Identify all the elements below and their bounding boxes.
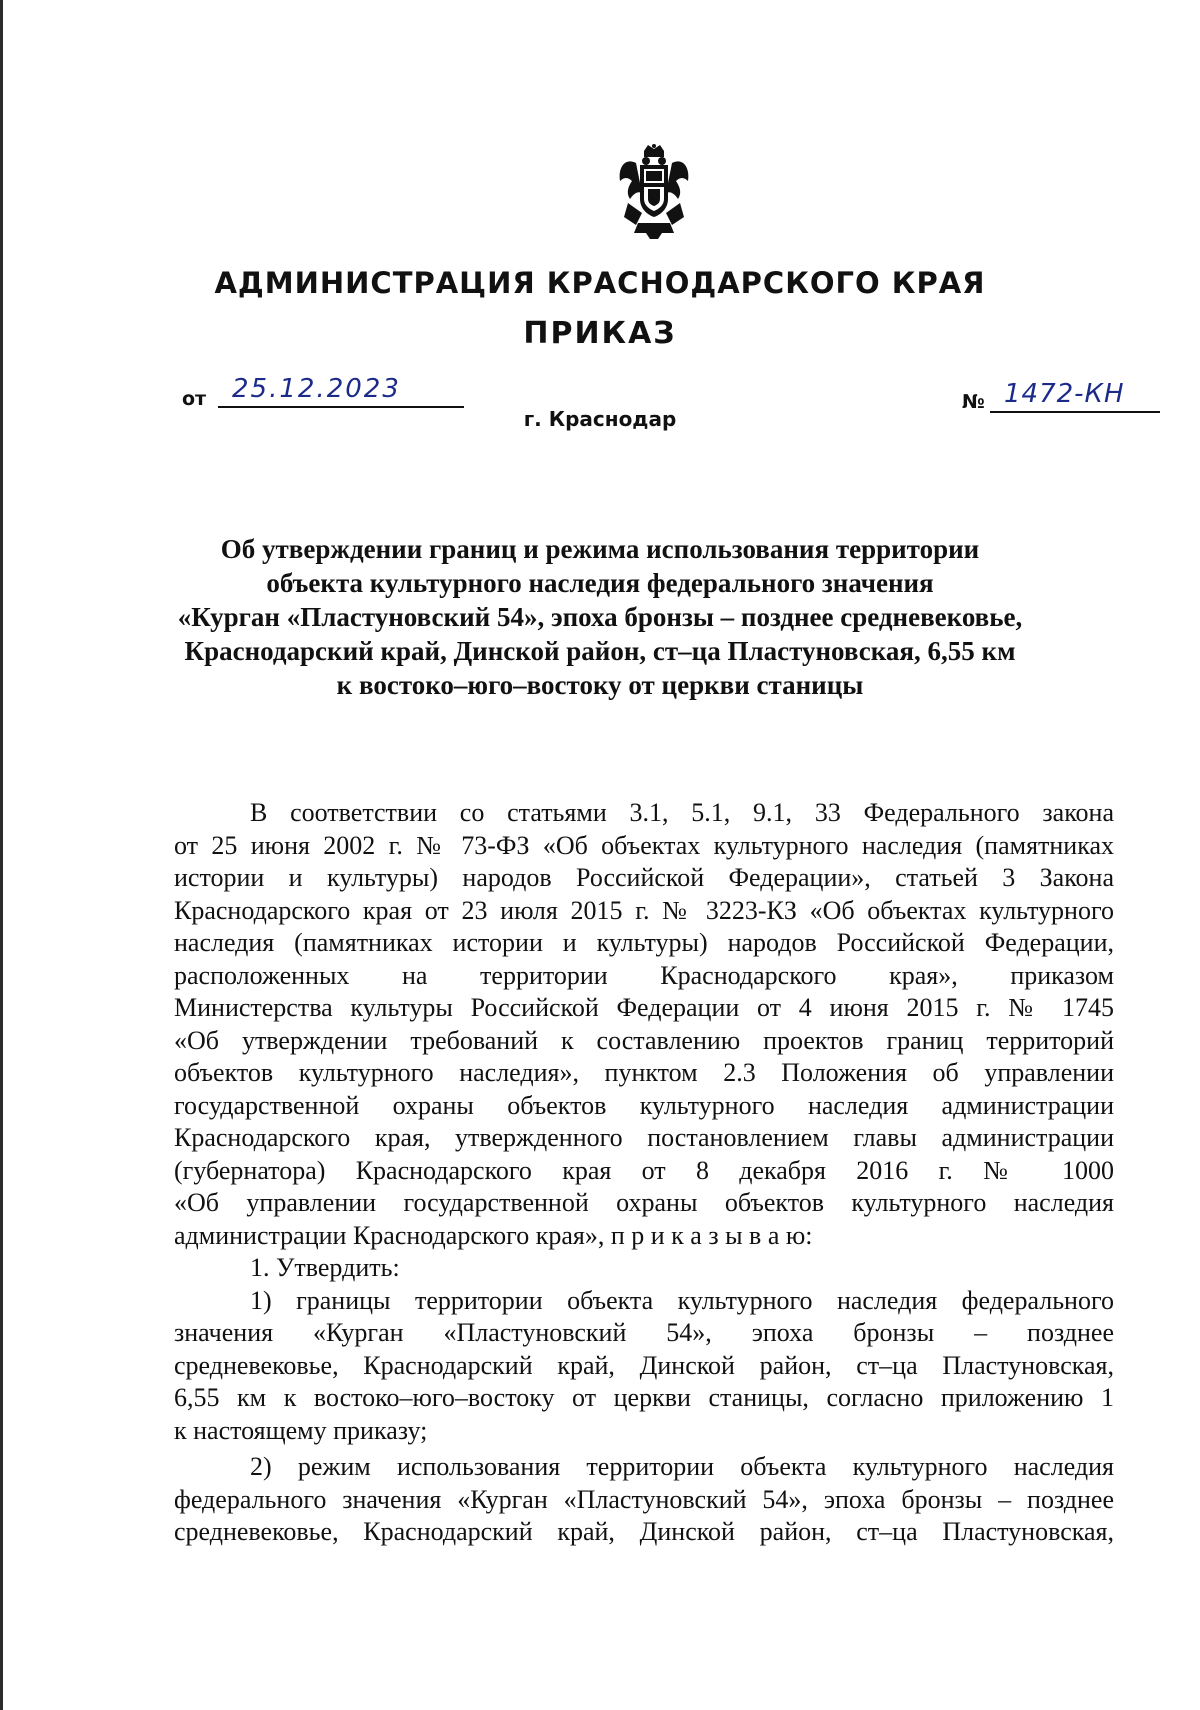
- document-subject: [170, 532, 1030, 702]
- body-line: средневековье, Краснодарский край, Динской район, ст–ца Пластуновская,: [174, 1517, 1114, 1546]
- document-body: [174, 797, 1114, 1549]
- body-line: 1) границы территории объекта культурного наследия федерального: [250, 1285, 1114, 1315]
- body-line: Краснодарского края, утвержденного постановлением главы администрации: [174, 1123, 1114, 1152]
- subject-line: «Курган «Пластуновский 54», эпоха бронзы – позднее средневековье,: [177, 602, 1023, 632]
- handwritten-number: 1472-КН: [1004, 379, 1125, 409]
- organization-title: АДМИНИСТРАЦИЯ КРАСНОДАРСКОГО КРАЯ: [214, 266, 986, 300]
- subject-line: объекта культурного наследия федерального значения: [266, 568, 934, 598]
- body-line: значения «Курган «Пластуновский 54», эпоха бронзы – позднее: [174, 1318, 1114, 1347]
- body-line: 2) режим использования территории объекта культурного наследия: [250, 1452, 1114, 1481]
- document-type-title: ПРИКАЗ: [523, 316, 677, 351]
- scan-edge: [0, 0, 3, 1710]
- body-line: истории и культуры) народов Российской Федерации», статьей 3 Закона: [174, 863, 1114, 892]
- body-line: расположенных на территории Краснодарского края», приказом: [174, 960, 1114, 990]
- body-line: к настоящему приказу;: [174, 1415, 428, 1445]
- subject-line: Об утверждении границ и режима использования территории: [220, 534, 980, 564]
- number-underline: [990, 411, 1160, 413]
- subject-line: к востоко–юго–востоку от церкви станицы: [336, 670, 864, 700]
- body-line: наследия (памятниках истории и культуры) народов Российской Федерации,: [174, 928, 1114, 957]
- krasnodar-coat-of-arms-icon: [614, 143, 694, 239]
- body-line: Краснодарского края от 23 июля 2015 г. № 3223-КЗ «Об объектах культурного: [174, 895, 1114, 925]
- body-line: 1. Утвердить:: [250, 1253, 400, 1282]
- body-line: В соответствии со статьями 3.1, 5.1, 9.1, 33 Федерального закона: [250, 798, 1114, 827]
- handwritten-date: 25.12.2023: [232, 374, 401, 404]
- body-line: 6,55 км к востоко–юго–востоку от церкви станицы, согласно приложению 1: [174, 1383, 1114, 1412]
- body-line: объектов культурного наследия», пунктом 2.3 Положения об управлении: [174, 1058, 1114, 1087]
- number-prefix: №: [962, 391, 985, 413]
- body-line: государственной охраны объектов культурного наследия администрации: [174, 1090, 1114, 1120]
- body-line: от 25 июня 2002 г. № 73-ФЗ «Об объектах культурного наследия (памятниках: [174, 830, 1114, 860]
- body-line: Министерства культуры Российской Федерации от 4 июня 2015 г. № 1745: [174, 993, 1114, 1022]
- city-label: г. Краснодар: [523, 407, 677, 431]
- body-line: (губернатора) Краснодарского края от 8 декабря 2016 г. № 1000: [174, 1155, 1114, 1185]
- body-line: «Об утверждении требований к составлению проектов границ территорий: [174, 1025, 1114, 1055]
- body-line: администрации Краснодарского края», п р и к а з ы в а ю:: [174, 1220, 813, 1250]
- body-line: федерального значения «Курган «Пластуновский 54», эпоха бронзы – позднее: [174, 1484, 1114, 1514]
- body-line: средневековье, Краснодарский край, Динской район, ст–ца Пластуновская,: [174, 1350, 1114, 1380]
- subject-line: Краснодарский край, Динской район, ст–ца Пластуновская, 6,55 км: [184, 636, 1016, 666]
- date-prefix: от: [182, 388, 207, 410]
- body-line: «Об управлении государственной охраны объектов культурного наследия: [174, 1188, 1114, 1217]
